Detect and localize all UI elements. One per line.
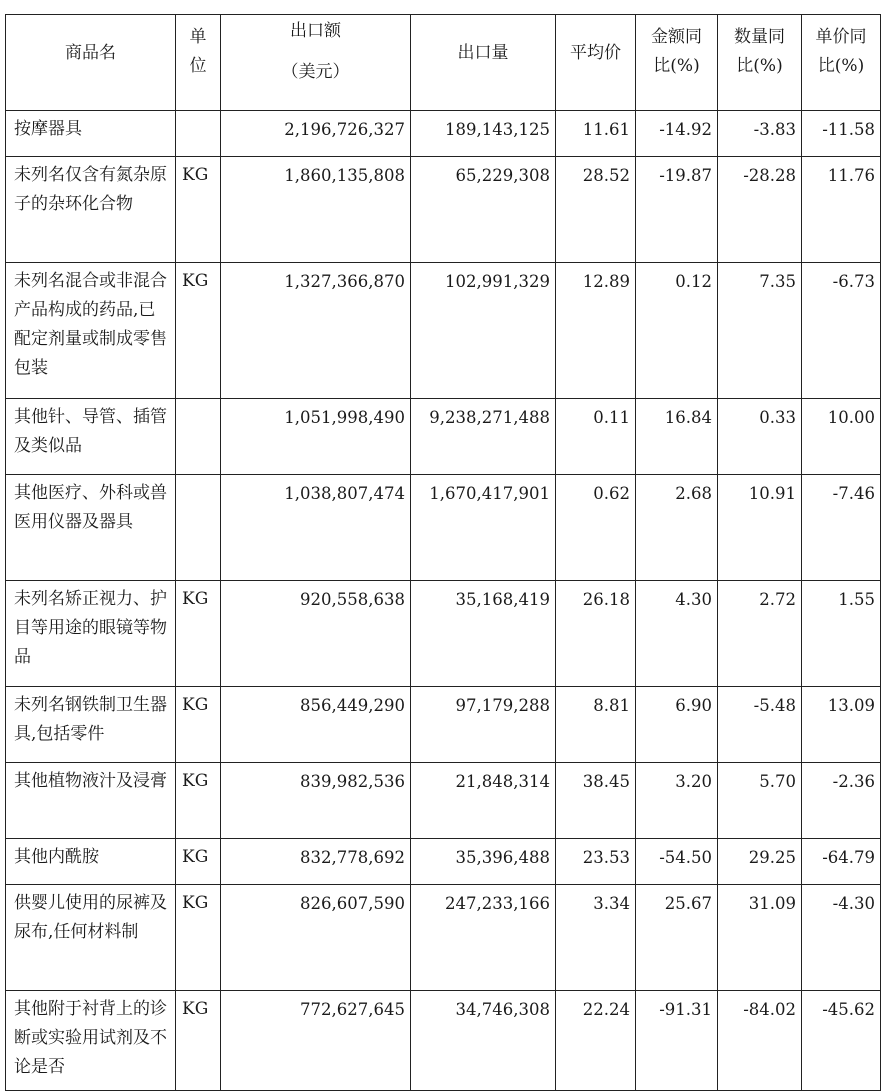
cell-qty-yoy: -3.83	[718, 111, 802, 157]
cell-qty: 1,670,417,901	[411, 475, 556, 581]
cell-price-yoy: 10.00	[802, 399, 881, 475]
cell-avg: 28.52	[556, 157, 636, 263]
cell-avg: 0.11	[556, 399, 636, 475]
cell-qty: 247,233,166	[411, 885, 556, 991]
cell-price-yoy: -64.79	[802, 839, 881, 885]
cell-name: 其他附于衬背上的诊断或实验用试剂及不论是否	[6, 991, 176, 1091]
table-row	[6, 475, 881, 581]
cell-value: 856,449,290	[221, 687, 411, 763]
cell-amt-yoy: 6.90	[636, 687, 718, 763]
table-row	[6, 991, 881, 1091]
cell-value: 826,607,590	[221, 885, 411, 991]
cell-unit: KG	[176, 991, 221, 1091]
table-row	[6, 885, 881, 991]
cell-price-yoy: 1.55	[802, 581, 881, 687]
cell-avg: 38.45	[556, 763, 636, 839]
header-unit: 单 位	[176, 15, 221, 111]
cell-name: 其他医疗、外科或兽医用仪器及器具	[6, 475, 176, 581]
cell-price-yoy: 11.76	[802, 157, 881, 263]
header-row	[6, 15, 881, 111]
cell-qty-yoy: 5.70	[718, 763, 802, 839]
cell-value: 1,860,135,808	[221, 157, 411, 263]
cell-value: 1,051,998,490	[221, 399, 411, 475]
cell-name: 供婴儿使用的尿裤及尿布,任何材料制	[6, 885, 176, 991]
cell-value: 772,627,645	[221, 991, 411, 1091]
cell-amt-yoy: -54.50	[636, 839, 718, 885]
cell-unit: KG	[176, 581, 221, 687]
cell-amt-yoy: -91.31	[636, 991, 718, 1091]
cell-price-yoy: -2.36	[802, 763, 881, 839]
cell-name: 其他内酰胺	[6, 839, 176, 885]
cell-price-yoy: -7.46	[802, 475, 881, 581]
cell-unit: KG	[176, 763, 221, 839]
header-amt-yoy: 金额同 比(%)	[636, 15, 718, 111]
cell-value: 832,778,692	[221, 839, 411, 885]
cell-qty-yoy: 7.35	[718, 263, 802, 399]
table-row	[6, 687, 881, 763]
header-qty-yoy: 数量同 比(%)	[718, 15, 802, 111]
cell-avg: 0.62	[556, 475, 636, 581]
cell-unit	[176, 475, 221, 581]
table-row	[6, 581, 881, 687]
cell-qty-yoy: -5.48	[718, 687, 802, 763]
cell-avg: 11.61	[556, 111, 636, 157]
export-table	[5, 14, 881, 1091]
header-qty: 出口量	[411, 15, 556, 111]
cell-unit: KG	[176, 263, 221, 399]
table-row	[6, 839, 881, 885]
cell-avg: 22.24	[556, 991, 636, 1091]
cell-price-yoy: 13.09	[802, 687, 881, 763]
cell-unit: KG	[176, 885, 221, 991]
cell-avg: 26.18	[556, 581, 636, 687]
table-row	[6, 263, 881, 399]
table-body	[6, 111, 881, 1091]
cell-unit: KG	[176, 839, 221, 885]
cell-amt-yoy: -19.87	[636, 157, 718, 263]
header-avg: 平均价	[556, 15, 636, 111]
cell-qty: 21,848,314	[411, 763, 556, 839]
cell-amt-yoy: 4.30	[636, 581, 718, 687]
table-row	[6, 157, 881, 263]
cell-qty: 189,143,125	[411, 111, 556, 157]
cell-qty-yoy: -28.28	[718, 157, 802, 263]
cell-qty-yoy: -84.02	[718, 991, 802, 1091]
cell-qty-yoy: 29.25	[718, 839, 802, 885]
cell-name: 未列名钢铁制卫生器具,包括零件	[6, 687, 176, 763]
cell-qty-yoy: 2.72	[718, 581, 802, 687]
cell-avg: 3.34	[556, 885, 636, 991]
table-row	[6, 399, 881, 475]
cell-qty: 9,238,271,488	[411, 399, 556, 475]
cell-unit: KG	[176, 157, 221, 263]
cell-name: 未列名混合或非混合产品构成的药品,已配定剂量或制成零售包装	[6, 263, 176, 399]
header-name: 商品名	[6, 15, 176, 111]
cell-qty-yoy: 10.91	[718, 475, 802, 581]
cell-value: 1,327,366,870	[221, 263, 411, 399]
cell-name: 其他植物液汁及浸膏	[6, 763, 176, 839]
cell-name: 未列名矫正视力、护目等用途的眼镜等物品	[6, 581, 176, 687]
cell-name: 按摩器具	[6, 111, 176, 157]
cell-qty: 34,746,308	[411, 991, 556, 1091]
cell-qty: 97,179,288	[411, 687, 556, 763]
cell-qty-yoy: 31.09	[718, 885, 802, 991]
cell-price-yoy: -11.58	[802, 111, 881, 157]
cell-price-yoy: -4.30	[802, 885, 881, 991]
cell-price-yoy: -6.73	[802, 263, 881, 399]
cell-avg: 12.89	[556, 263, 636, 399]
cell-amt-yoy: -14.92	[636, 111, 718, 157]
cell-unit	[176, 111, 221, 157]
cell-avg: 23.53	[556, 839, 636, 885]
cell-amt-yoy: 16.84	[636, 399, 718, 475]
cell-value: 1,038,807,474	[221, 475, 411, 581]
cell-unit: KG	[176, 687, 221, 763]
cell-qty: 102,991,329	[411, 263, 556, 399]
cell-amt-yoy: 2.68	[636, 475, 718, 581]
cell-value: 920,558,638	[221, 581, 411, 687]
cell-amt-yoy: 0.12	[636, 263, 718, 399]
cell-unit	[176, 399, 221, 475]
table-row	[6, 763, 881, 839]
header-price-yoy: 单价同 比(%)	[802, 15, 881, 111]
cell-qty: 35,396,488	[411, 839, 556, 885]
cell-qty-yoy: 0.33	[718, 399, 802, 475]
cell-qty: 35,168,419	[411, 581, 556, 687]
cell-price-yoy: -45.62	[802, 991, 881, 1091]
cell-amt-yoy: 3.20	[636, 763, 718, 839]
cell-qty: 65,229,308	[411, 157, 556, 263]
cell-value: 2,196,726,327	[221, 111, 411, 157]
cell-amt-yoy: 25.67	[636, 885, 718, 991]
cell-name: 未列名仅含有氮杂原子的杂环化合物	[6, 157, 176, 263]
cell-name: 其他针、导管、插管及类似品	[6, 399, 176, 475]
table-row	[6, 111, 881, 157]
cell-avg: 8.81	[556, 687, 636, 763]
cell-value: 839,982,536	[221, 763, 411, 839]
header-value: 出口额 （美元）	[221, 15, 411, 111]
